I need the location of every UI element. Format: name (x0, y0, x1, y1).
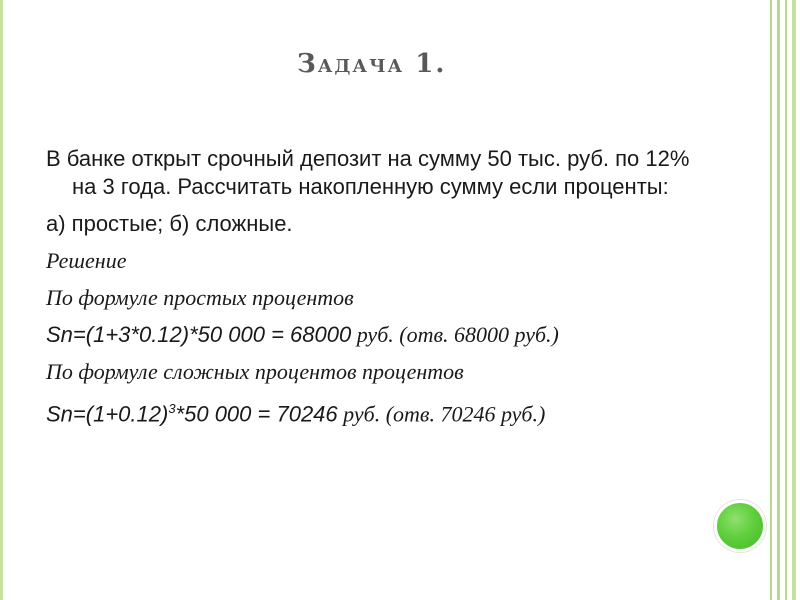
slide-body (46, 145, 696, 437)
slide-title: Задача 1. (297, 49, 447, 79)
compound-interest-formula-end: *50 000 = 70246 (175, 401, 338, 427)
problem-options: а) простые; б) сложные. (46, 211, 293, 236)
right-border-line (770, 0, 772, 600)
compound-interest-label: По формуле сложных процентов процентов (46, 359, 464, 384)
green-circle-decoration (714, 500, 766, 552)
right-border-line (777, 0, 780, 600)
compound-interest-exponent: 3 (168, 401, 176, 416)
compound-interest-answer: руб. (отв. 70246 руб.) (337, 401, 546, 427)
problem-statement: В банке открыт срочный депозит на сумму 50 тыс. руб. по 12% на 3 года. Рассчитать накопленную сумму если проценты: (46, 146, 690, 199)
compound-interest-formula-start: Sn=(1+0.12) (46, 401, 169, 427)
simple-interest-formula-line (46, 321, 696, 349)
simple-interest-label: По формуле простых процентов (46, 285, 354, 310)
left-border-line (0, 0, 3, 600)
right-border-line (785, 0, 787, 600)
simple-interest-formula: Sn=(1+3*0.12)*50 000 = 68000 (46, 322, 352, 347)
solution-heading: Решение (46, 248, 127, 273)
compound-interest-formula-line (46, 395, 696, 428)
right-border-line (792, 0, 796, 600)
simple-interest-answer: руб. (отв. 68000 руб.) (351, 322, 559, 347)
